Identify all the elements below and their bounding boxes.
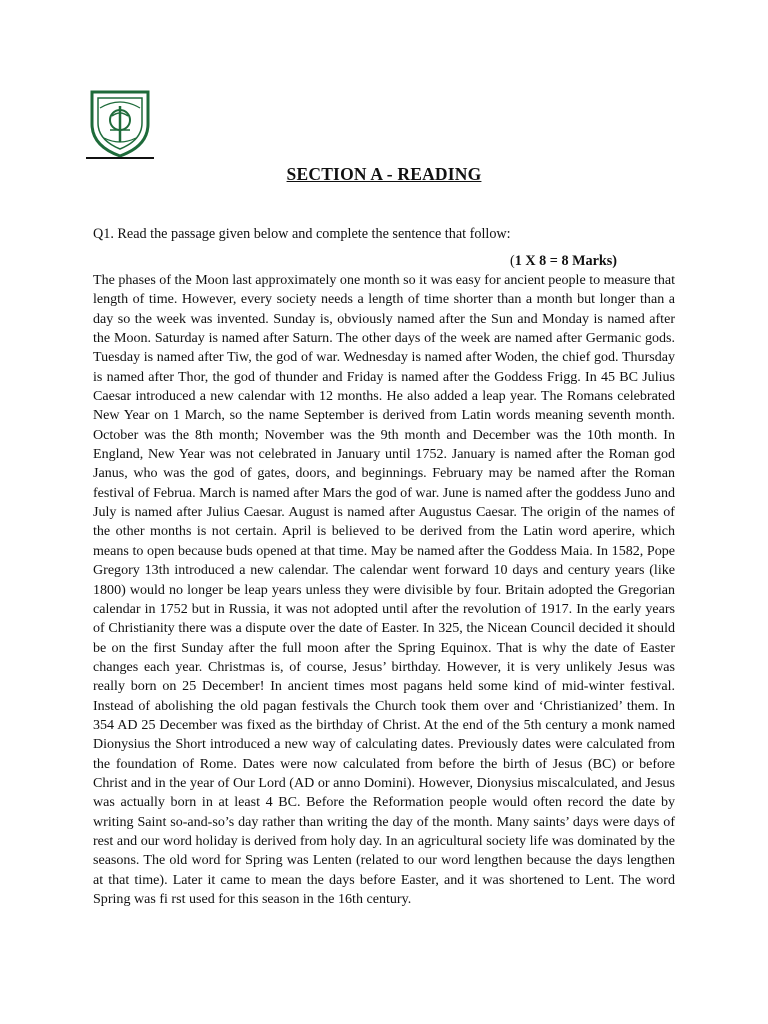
question-prompt: Q1. Read the passage given below and complete the sentence that follow:: [93, 226, 511, 242]
reading-passage: [93, 271, 675, 909]
passage-text: The phases of the Moon last approximately one month so it was easy for ancient people to measure that length of time. However, every society needs a length of time shorter than a month but longer than a day so the week was invented. Sunday is, obviously named after the Sun and Monday is named after the Moon. Saturday is named after Saturn. The other days of the week are named after Germanic gods. Tuesday is named after Tiw, the god of war. Wednesday is named after Woden, the chief god. Thursday is named after Thor, the god of thunder and Friday is named after the Goddess Frigg. In 45 BC Julius Caesar introduced a new calendar with 12 months. He also added a leap year. The Romans celebrated New Year on 1 March, so the name September is derived from Latin words meaning seventh month. October was the 8th month; November was the 9th month and December was the 10th month. In England, New Year was not celebrated in January until 1752. January is named after the Roman god Janus, who was the god of gates, doors, and beginnings. February may be named after the Roman festival of Februa. March is named after Mars the god of war. June is named after the goddess Juno and July is named after Julius Caesar. August is named after Augustus Caesar. The origin of the names of the other months is not certain. April is believed to be derived from the Latin word aperire, which means to open because buds opened at that time. May be named after the Goddess Maia. In 1582, Pope Gregory 13th introduced a new calendar. The calendar went forward 10 days and century years (like 1800) would no longer be leap years unless they were divisible by four. Britain adopted the Gregorian calendar in 1752 but in Russia, it was not adopted until after the revolution of 1917. In the early years of Christianity there was a dispute over the date of Easter. In 325, the Nicean Council decided it should be on the first Sunday after the full moon after the Spring Equinox. That is why the date of Easter changes each year. Christmas is, of course, Jesus’ birthday. However, it is very unlikely Jesus was really born on 25 December! In ancient times most pagans held some kind of mid-winter festival. Instead of abolishing the old pagan festivals the Church took them over and ‘Christianized’ them. In 354 AD 25 December was fixed as the birthday of Christ. At the end of the 5th century a monk named Dionysius the Short introduced a new way of calculating dates. Previously dates were calculated from the foundation of Rome. Dates were now calculated from before the birth of Jesus (BC) or before Christ and in the year of Our Lord (AD or anno Domini). However, Dionysius miscalculated, and Jesus was actually born in at least 4 BC. Before the Reformation people would often record the date by writing Saint so-and-so’s day rather than writing the day of the month. Many saints’ days were days of rest and our word holiday is derived from holy day. In an agricultural society life was dominated by the seasons. The old word for Spring was Lenten (related to our word lengthen because the days lengthen at that time). Later it came to mean the days before Easter, and it was shortened to Lent. The word Spring was fi rst used for this season in the 16th century.: [93, 272, 676, 907]
marks-open-paren: (: [510, 253, 515, 269]
section-title: SECTION A - READING: [286, 164, 482, 184]
marks-label: [510, 253, 617, 270]
logo-underline: [86, 157, 154, 159]
marks-text: 1 X 8 = 8 Marks): [514, 253, 617, 269]
school-crest-logo: [86, 86, 154, 158]
